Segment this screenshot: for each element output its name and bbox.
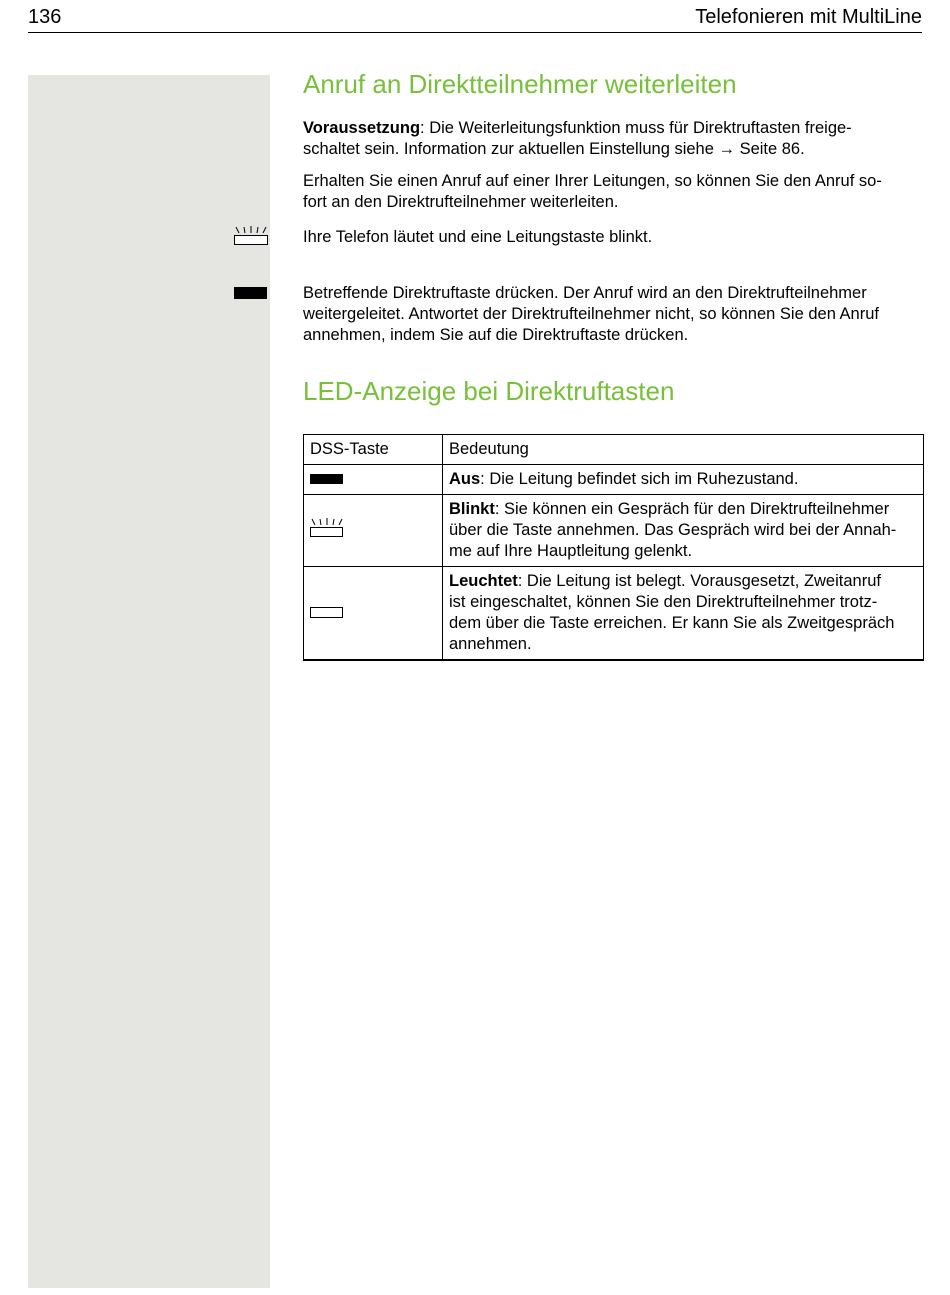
margin-sidebar [28,75,270,1288]
prerequisite-text-1: : Die Weiterleitungsfunktion muss für Direktruftasten freige- [420,119,852,137]
table-row [304,567,924,661]
table-cell-meaning [443,567,924,661]
key-press-icon [234,287,267,299]
step-ringing-text: Ihre Telefon läutet und eine Leitungstaste blinkt. [303,228,653,246]
table-row [304,465,924,495]
section-title: Anruf an Direktteilnehmer weiterleiten [303,69,737,99]
state-text: ist eingeschaltet, können Sie den Direktrufteilnehmer trotz- [449,593,878,611]
step-ringing [303,227,923,248]
table-header-key: DSS-Taste [304,435,443,465]
state-text: : Sie können ein Gespräch für den Direktrufteilnehmer [494,500,890,518]
running-header: Telefonieren mit MultiLine [695,6,922,28]
led-flashing-icon [310,518,344,538]
step-press-key [303,283,923,346]
header-rule [28,32,922,33]
page-number: 136 [28,6,62,28]
led-on-icon [310,607,343,618]
state-label: Aus [449,470,481,488]
prerequisite-label: Voraussetzung [303,119,421,137]
section-title: LED-Anzeige bei Direktruftasten [303,376,675,406]
table-cell-meaning [443,495,924,567]
led-table [303,434,924,661]
state-label: Leuchtet [449,572,518,590]
state-label: Blinkt [449,500,495,518]
state-text: dem über die Taste erreichen. Er kann Sie als Zweitgespräch [449,614,895,632]
led-off-icon [310,474,343,484]
intro-text-2: fort an den Direktrufteilnehmer weiterleiten. [303,193,619,211]
step-press-text-2: weitergeleitet. Antwortet der Direktrufteilnehmer nicht, so können Sie den Anruf [303,305,879,323]
step-press-text-3: annehmen, indem Sie auf die Direktruftaste drücken. [303,326,689,344]
table-cell-icon [304,495,443,567]
prerequisite-paragraph [303,118,923,160]
section-led-anzeige [303,376,923,406]
section-anruf-weiterleiten [303,69,923,99]
state-text: über die Taste annehmen. Das Gespräch wird bei der Annah- [449,521,897,539]
state-text: : Die Leitung befindet sich im Ruhezustand. [480,470,799,488]
step-press-text-1: Betreffende Direktruftaste drücken. Der Anruf wird an den Direktrufteilnehmer [303,284,867,302]
table-header-meaning: Bedeutung [443,435,924,465]
state-text: me auf Ihre Hauptleitung gelenkt. [449,542,693,560]
table-header-row [304,435,924,465]
state-text: annehmen. [449,635,532,653]
state-text: : Die Leitung ist belegt. Vorausgesetzt, Zweitanruf [517,572,881,590]
table-cell-meaning [443,465,924,495]
table-row [304,495,924,567]
intro-paragraph [303,171,923,213]
flashing-key-icon [234,226,268,246]
table-cell-icon [304,567,443,661]
table-cell-icon [304,465,443,495]
intro-text-1: Erhalten Sie einen Anruf auf einer Ihrer Leitungen, so können Sie den Anruf so- [303,172,882,190]
prerequisite-text-2: schaltet sein. Information zur aktuellen Einstellung siehe → Seite 86. [303,140,805,158]
